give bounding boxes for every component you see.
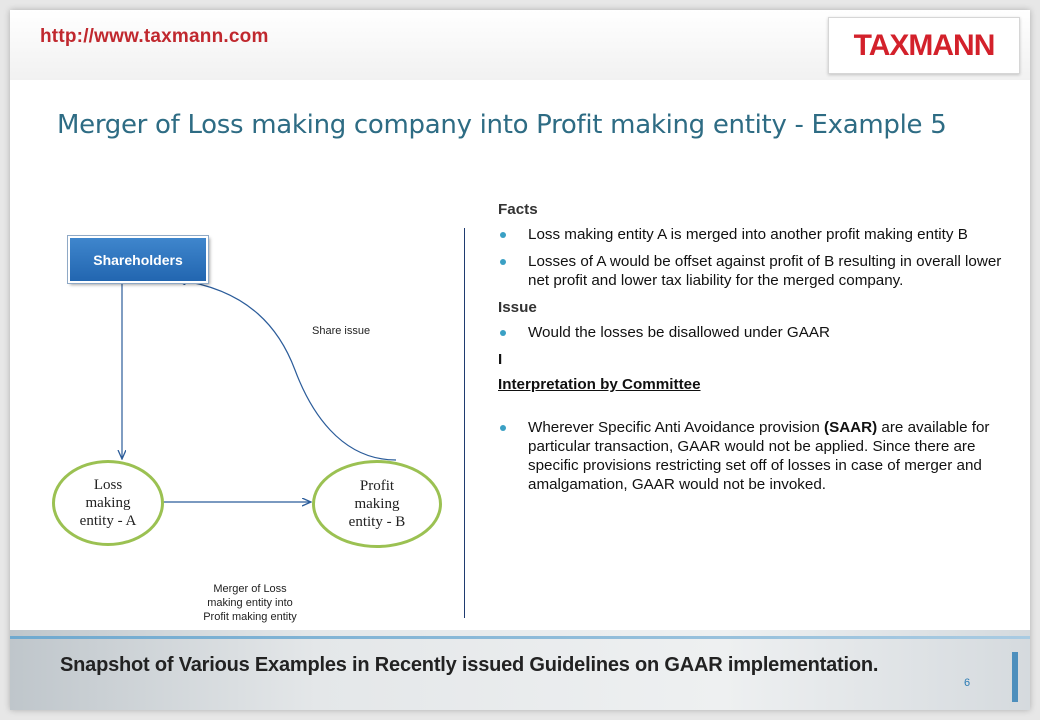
merger-label-line-3: Profit making entity bbox=[203, 611, 297, 623]
issue-heading: Issue bbox=[498, 299, 537, 316]
profit-entity-line-1: Profit bbox=[359, 478, 395, 494]
bullet-icon bbox=[500, 259, 506, 265]
share-issue-arrow bbox=[178, 280, 396, 460]
profit-entity-line-2: making bbox=[354, 496, 400, 512]
loss-entity-line-3: entity - A bbox=[79, 513, 137, 529]
interpretation-bullet-pre: Wherever Specific Anti Avoidance provision bbox=[528, 419, 825, 436]
interpretation-bullet-post: are available for particular transaction, GAAR would not be applied. Since there are specific provisions restricting set off of losses in case of merger and amalgamation, GAAR would not be invoked. bbox=[528, 419, 990, 493]
footer-accent-line bbox=[10, 636, 1030, 639]
merger-label-line-2: making entity into bbox=[207, 597, 293, 609]
facts-bullet-2: Losses of A would be offset against profit of B resulting in overall lower net profit and lower tax liability for the merged company. bbox=[528, 253, 1002, 289]
saar-term: (SAAR) bbox=[824, 419, 878, 436]
merger-label bbox=[180, 582, 320, 624]
list-item bbox=[498, 252, 1008, 290]
facts-heading: Facts bbox=[498, 201, 538, 218]
profit-entity-ellipse bbox=[312, 460, 442, 548]
bullet-icon bbox=[500, 232, 506, 238]
interpretation-heading: Interpretation by Committee bbox=[498, 376, 701, 393]
stray-text: I bbox=[498, 351, 503, 368]
merger-label-line-1: Merger of Loss bbox=[213, 583, 287, 595]
website-url[interactable]: http://www.taxmann.com bbox=[40, 26, 269, 47]
interpretation-list bbox=[498, 418, 1008, 494]
bullet-icon bbox=[500, 330, 506, 336]
share-issue-label: Share issue bbox=[312, 325, 371, 337]
loss-entity-line-2: making bbox=[85, 495, 131, 511]
list-item bbox=[498, 323, 1008, 342]
facts-list bbox=[498, 225, 1008, 290]
loss-entity-line-1: Loss bbox=[93, 477, 123, 493]
slide bbox=[10, 10, 1030, 710]
vertical-divider bbox=[464, 228, 465, 618]
footer-accent-bar bbox=[1012, 652, 1018, 702]
footer-banner bbox=[10, 630, 1030, 710]
slide-title: Merger of Loss making company into Profit making entity - Example 5 bbox=[57, 110, 947, 140]
loss-entity-ellipse bbox=[52, 460, 164, 546]
footer-text: Snapshot of Various Examples in Recently issued Guidelines on GAAR implementation. bbox=[60, 654, 879, 676]
facts-bullet-1: Loss making entity A is merged into another profit making entity B bbox=[528, 226, 968, 243]
logo-text: TAXMANN bbox=[853, 28, 995, 62]
page-number: 6 bbox=[964, 677, 971, 689]
shareholders-box: Shareholders bbox=[68, 236, 208, 283]
content-text bbox=[498, 200, 1008, 502]
issue-bullet-1: Would the losses be disallowed under GAAR bbox=[528, 324, 830, 341]
list-item bbox=[498, 418, 1008, 494]
profit-entity-line-3: entity - B bbox=[348, 514, 406, 530]
list-item bbox=[498, 225, 1008, 244]
bullet-icon bbox=[500, 425, 506, 431]
issue-list bbox=[498, 323, 1008, 342]
